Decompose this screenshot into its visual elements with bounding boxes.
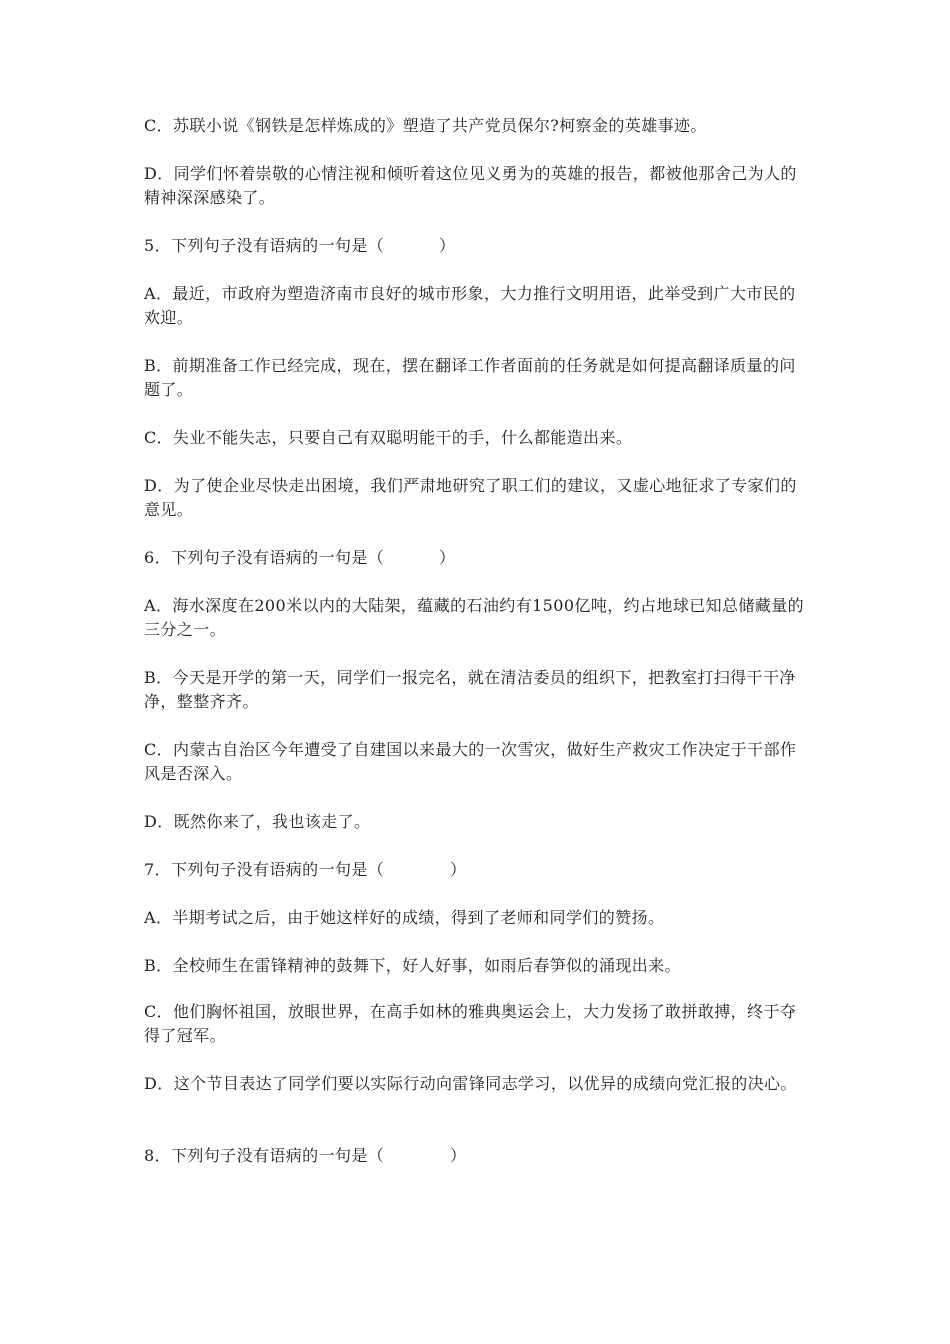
option-7c: C．他们胸怀祖国，放眼世界，在高手如林的雅典奥运会上，大力发扬了敢拼敢搏，终于夺得了冠军。	[144, 1002, 797, 1045]
question-6: 6．下列句子没有语病的一句是（ ）	[144, 548, 456, 567]
option-4c: C．苏联小说《钢铁是怎样炼成的》塑造了共产党员保尔?柯察金的英雄事迹。	[144, 116, 707, 135]
option-5a: A．最近，市政府为塑造济南市良好的城市形象，大力推行文明用语，此举受到广大市民的欢迎。	[144, 284, 796, 327]
option-7a: A．半期考试之后，由于她这样好的成绩，得到了老师和同学们的赞扬。	[144, 908, 665, 927]
option-6d: D．既然你来了，我也该走了。	[144, 812, 371, 831]
option-6b: B．今天是开学的第一天，同学们一报完名，就在清洁委员的组织下，把教室打扫得干干净净，整整齐齐。	[144, 668, 796, 711]
option-7b: B．全校师生在雷锋精神的鼓舞下，好人好事，如雨后春笋似的涌现出来。	[144, 956, 681, 975]
question-7: 7．下列句子没有语病的一句是（ ）	[144, 860, 467, 879]
option-5c: C．失业不能失志，只要自己有双聪明能干的手，什么都能造出来。	[144, 428, 633, 447]
option-5b: B．前期准备工作已经完成，现在，摆在翻译工作者面前的任务就是如何提高翻译质量的问题了。	[144, 356, 796, 399]
option-7d: D．这个节目表达了同学们要以实际行动向雷锋同志学习，以优异的成绩向党汇报的决心。	[144, 1074, 797, 1093]
option-5d: D．为了使企业尽快走出困境，我们严肃地研究了职工们的建议，又虚心地征求了专家们的意见。	[144, 476, 797, 519]
option-4d: D．同学们怀着崇敬的心情注视和倾听着这位见义勇为的英雄的报告，都被他那舍己为人的精神深深感染了。	[144, 164, 797, 207]
question-8: 8．下列句子没有语病的一句是（ ）	[144, 1146, 467, 1165]
question-5: 5．下列句子没有语病的一句是（ ）	[144, 236, 456, 255]
option-6c: C．内蒙古自治区今年遭受了自建国以来最大的一次雪灾，做好生产救灾工作决定于干部作风是否深入。	[144, 740, 797, 783]
option-6a: A．海水深度在200米以内的大陆架，蕴藏的石油约有1500亿吨，约占地球已知总储藏量的三分之一。	[144, 596, 805, 639]
